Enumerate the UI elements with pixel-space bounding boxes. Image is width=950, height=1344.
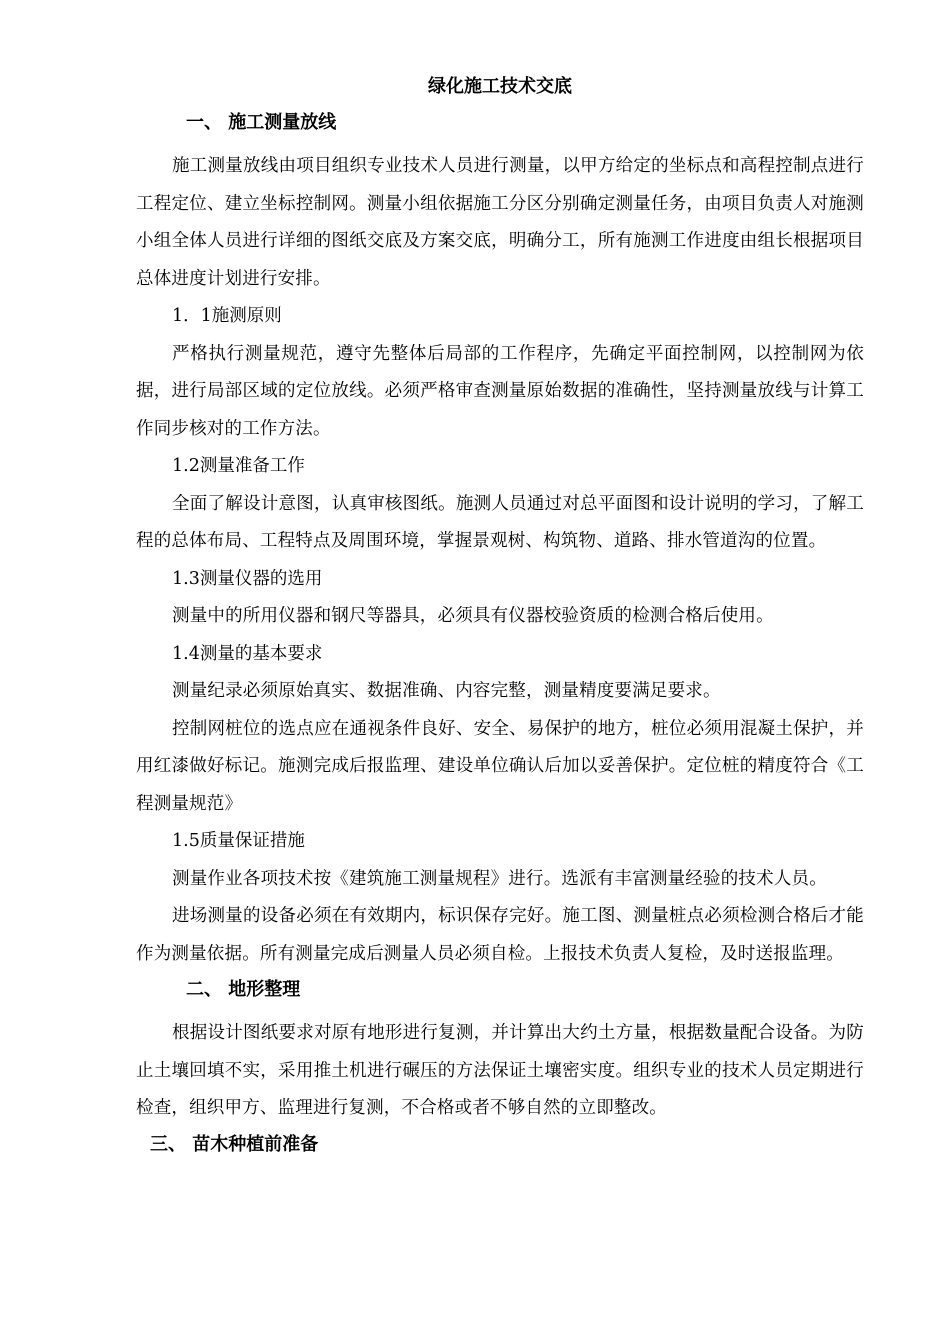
subsection-heading-1-5: 1.5质量保证措施 xyxy=(172,831,305,851)
subsection-heading-1-3: 1.3测量仪器的选用 xyxy=(172,568,323,589)
section-heading-3: 三、 苗木种植前准备 xyxy=(150,1133,319,1155)
paragraph: 测量中的所用仪器和钢尺等器具，必须具有仪器校验资质的检测合格后使用。 xyxy=(172,606,774,626)
subsection-heading-1-4: 1.4测量的基本要求 xyxy=(172,643,323,664)
document-page xyxy=(136,74,864,1170)
paragraph: 控制网桩位的选点应在通视条件良好、安全、易保护的地方，桩位必须用混凝土保护，并用红漆做好标记。施测完成后报监理、建设单位确认后加以妥善保护。定位桩的精度符合《工程测量规范》 xyxy=(136,718,864,814)
section-heading-1: 一、 施工测量放线 xyxy=(186,112,337,133)
paragraph: 根据设计图纸要求对原有地形进行复测，并计算出大约土方量，根据数量配合设备。为防止土壤回填不实，采用推土机进行碾压的方法保证土壤密实度。组织专业的技术人员定期进行检查，组织甲方、监理进行复测，不合格或者不够自然的立即整改。 xyxy=(136,1023,864,1118)
subsection-heading-1-1: 1．1施测原则 xyxy=(172,306,282,326)
paragraph: 全面了解设计意图，认真审核图纸。施测人员通过对总平面图和设计说明的学习，了解工程的总体布局、工程特点及周围环境，掌握景观树、构筑物、道路、排水管道沟的位置。 xyxy=(136,493,864,551)
paragraph: 进场测量的设备必须在有效期内，标识保存完好。施工图、测量桩点必须检测合格后才能作为测量依据。所有测量完成后测量人员必须自检。上报技术负责人复检，及时送报监理。 xyxy=(136,906,864,964)
subsection-heading-1-2: 1.2测量准备工作 xyxy=(172,456,305,476)
paragraph: 测量纪录必须原始真实、数据准确、内容完整，测量精度要满足要求。 xyxy=(172,681,721,701)
section-heading-2: 二、 地形整理 xyxy=(186,979,301,1000)
paragraph: 严格执行测量规范，遵守先整体后局部的工作程序，先确定平面控制网，以控制网为依据，进行局部区域的定位放线。必须严格审查测量原始数据的准确性，坚持测量放线与计算工作同步核对的工作方法。 xyxy=(136,343,864,439)
document-title: 绿化施工技术交底 xyxy=(428,76,572,97)
paragraph: 施工测量放线由项目组织专业技术人员进行测量，以甲方给定的坐标点和高程控制点进行工程定位、建立坐标控制网。测量小组依据施工分区分别确定测量任务，由项目负责人对施测小组全体人员进行详细的图纸交底及方案交底，明确分工，所有施测工作进度由组长根据项目总体进度计划进行安排。 xyxy=(136,156,864,289)
paragraph: 测量作业各项技术按《建筑施工测量规程》进行。选派有丰富测量经验的技术人员。 xyxy=(172,868,827,889)
